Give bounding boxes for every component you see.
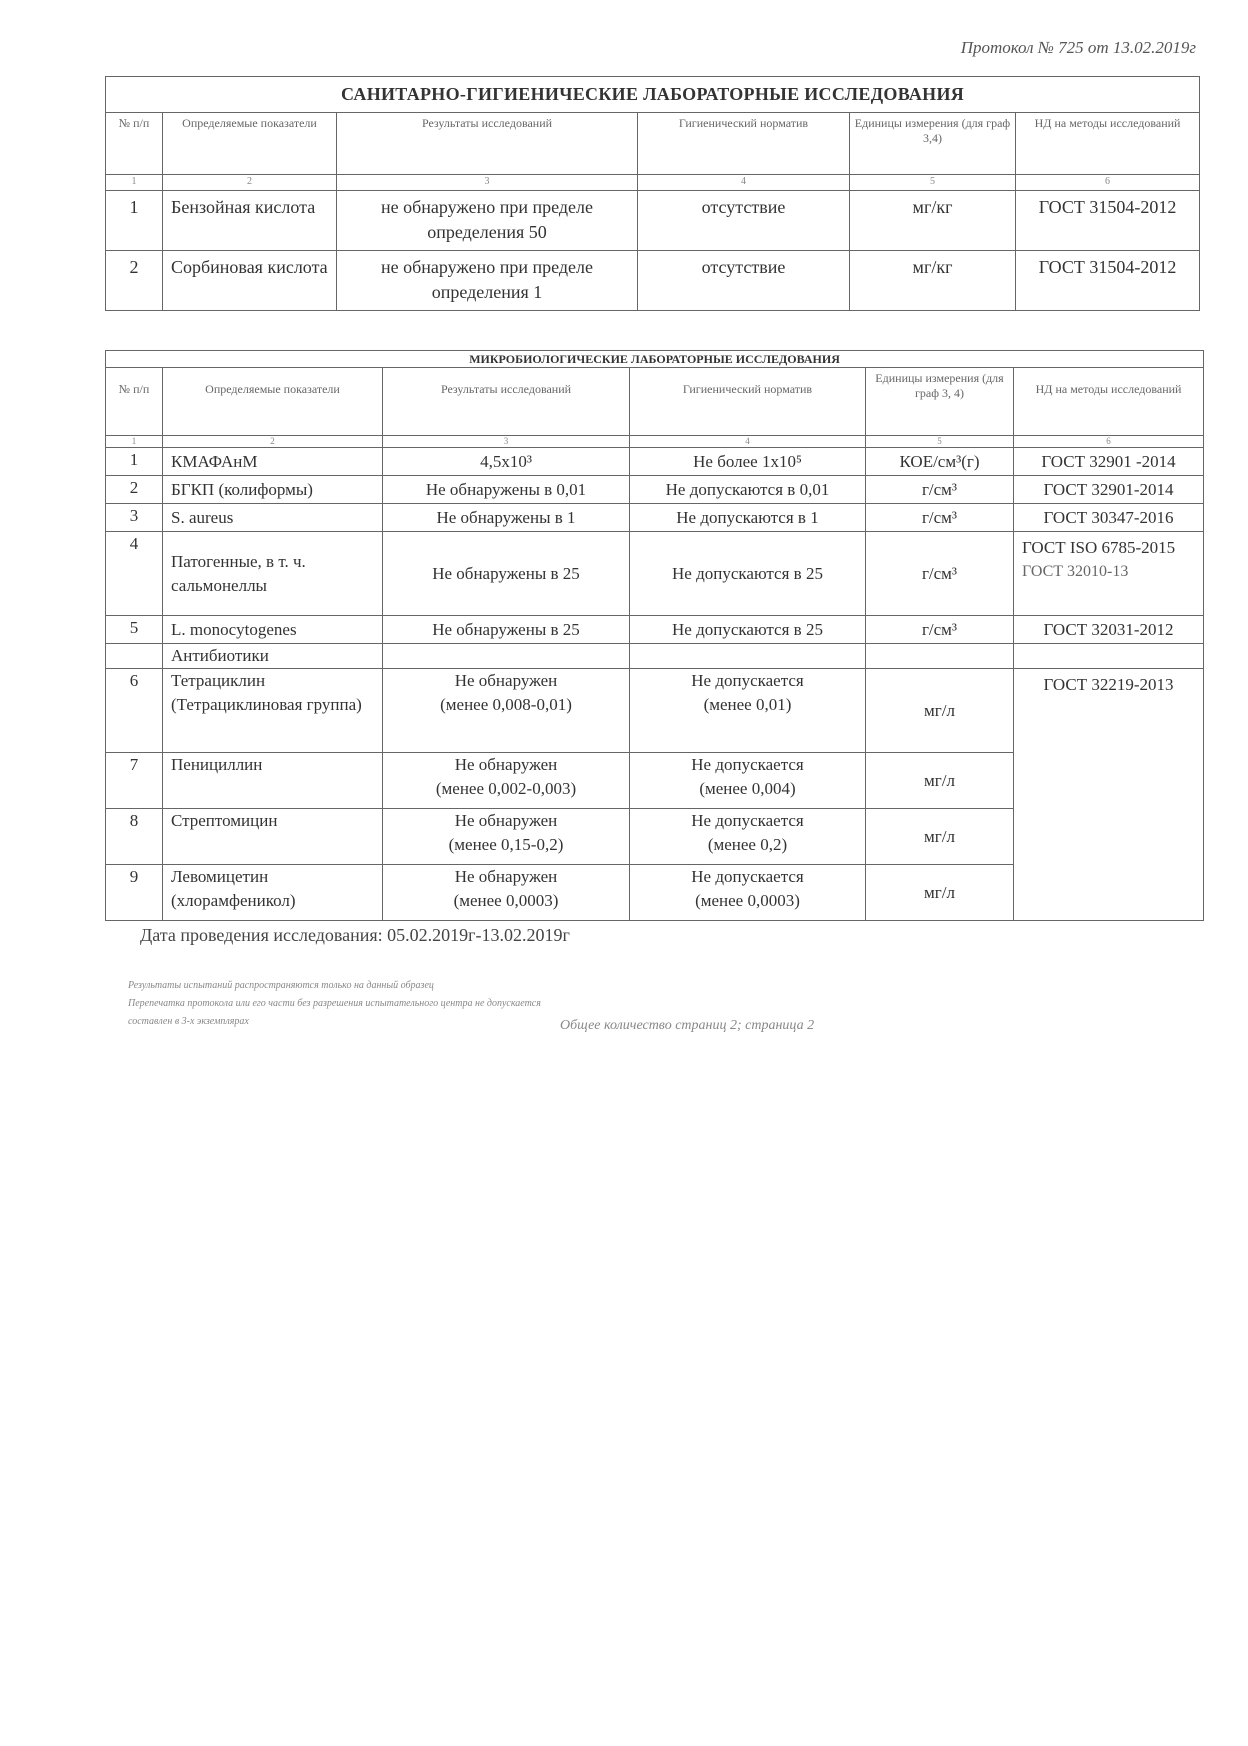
row-number: 7 xyxy=(106,753,163,809)
indicator: Бензойная кислота xyxy=(163,191,337,251)
header-unit: Единицы измерения (для граф 3,4) xyxy=(850,113,1016,175)
result-text: Не обнаружен xyxy=(454,671,558,690)
micro-table xyxy=(105,350,1204,921)
table-row xyxy=(106,251,1200,311)
result xyxy=(383,809,630,865)
table-row xyxy=(106,504,1204,532)
method-secondary: ГОСТ 32010-13 xyxy=(1022,563,1129,580)
empty-cell xyxy=(1014,644,1204,669)
header-number: № п/п xyxy=(106,113,163,175)
row-number: 6 xyxy=(106,669,163,753)
method: ГОСТ 32031-2012 xyxy=(1014,616,1204,644)
table-row xyxy=(106,448,1204,476)
col-number: 5 xyxy=(866,436,1014,448)
empty-cell xyxy=(383,644,630,669)
table-row xyxy=(106,532,1204,616)
header-indicator: Определяемые показатели xyxy=(163,368,383,436)
footer-note-2: Перепечатка протокола или его части без разрешения испытательного центра не допускается xyxy=(128,998,541,1009)
method: ГОСТ 32901-2014 xyxy=(1014,476,1204,504)
unit: мг/л xyxy=(866,669,1014,753)
table-row xyxy=(106,669,1204,753)
col-number: 1 xyxy=(106,436,163,448)
indicator: Тетрациклин (Тетрациклиновая группа) xyxy=(163,669,383,753)
norm-limit: (менее 0,01) xyxy=(703,695,792,714)
result: Не обнаружены в 25 xyxy=(383,616,630,644)
indicator: Пенициллин xyxy=(163,753,383,809)
result-limit: (менее 0,0003) xyxy=(453,891,559,910)
table-row xyxy=(106,644,1204,669)
indicator: Сорбиновая кислота xyxy=(163,251,337,311)
norm: Не допускаются в 1 xyxy=(630,504,866,532)
row-number: 8 xyxy=(106,809,163,865)
header-unit: Единицы измерения (для граф 3, 4) xyxy=(866,368,1014,436)
result-text: Не обнаружен xyxy=(454,755,558,774)
norm-limit: (менее 0,004) xyxy=(699,779,796,798)
unit: мг/л xyxy=(866,865,1014,921)
sanitary-table xyxy=(105,76,1200,311)
indicator: Стрептомицин xyxy=(163,809,383,865)
norm: отсутствие xyxy=(638,191,850,251)
header-number: № п/п xyxy=(106,368,163,436)
norm-limit: (менее 0,2) xyxy=(707,835,788,854)
row-number: 4 xyxy=(106,532,163,616)
norm xyxy=(630,753,866,809)
norm-text: Не допускается xyxy=(691,755,804,774)
unit: г/см³ xyxy=(866,504,1014,532)
result: Не обнаружены в 25 xyxy=(383,532,630,616)
col-number: 6 xyxy=(1016,175,1200,191)
indicator: L. monocytogenes xyxy=(163,616,383,644)
indicator: БГКП (колиформы) xyxy=(163,476,383,504)
result-text: Не обнаружен xyxy=(454,811,558,830)
norm-text: Не допускается xyxy=(691,811,804,830)
header-norm: Гигиенический норматив xyxy=(638,113,850,175)
indicator: Левомицетин (хлорамфеникол) xyxy=(163,865,383,921)
protocol-number: Протокол № 725 от 13.02.2019г xyxy=(960,38,1196,57)
indicator: КМАФАнМ xyxy=(163,448,383,476)
header-method: НД на методы исследований xyxy=(1016,113,1200,175)
header-indicator: Определяемые показатели xyxy=(163,113,337,175)
method xyxy=(1014,532,1204,616)
col-number: 2 xyxy=(163,175,337,191)
table-row xyxy=(106,191,1200,251)
norm: Не более 1х10⁵ xyxy=(630,448,866,476)
result-text: Не обнаружен xyxy=(454,867,558,886)
norm xyxy=(630,809,866,865)
result xyxy=(383,865,630,921)
result: Не обнаружены в 1 xyxy=(383,504,630,532)
empty-cell xyxy=(106,644,163,669)
table-row xyxy=(106,476,1204,504)
col-number: 3 xyxy=(383,436,630,448)
row-number: 5 xyxy=(106,616,163,644)
row-number: 1 xyxy=(106,191,163,251)
result: не обнаружено при пределе определения 50 xyxy=(337,191,638,251)
row-number: 2 xyxy=(106,476,163,504)
result: Не обнаружены в 0,01 xyxy=(383,476,630,504)
norm-text: Не допускается xyxy=(691,867,804,886)
header-method: НД на методы исследований xyxy=(1014,368,1204,436)
indicator: Патогенные, в т. ч. сальмонеллы xyxy=(163,532,383,616)
norm: Не допускаются в 25 xyxy=(630,532,866,616)
footer-note-1: Результаты испытаний распространяются только на данный образец xyxy=(128,980,434,991)
col-number: 3 xyxy=(337,175,638,191)
norm: Не допускаются в 25 xyxy=(630,616,866,644)
micro-title: МИКРОБИОЛОГИЧЕСКИЕ ЛАБОРАТОРНЫЕ ИССЛЕДОВАНИЯ xyxy=(106,351,1204,368)
method: ГОСТ 31504-2012 xyxy=(1016,191,1200,251)
page-count: Общее количество страниц 2; страница 2 xyxy=(560,1018,815,1033)
unit: г/см³ xyxy=(866,476,1014,504)
result: 4,5х10³ xyxy=(383,448,630,476)
result-limit: (менее 0,15-0,2) xyxy=(448,835,564,854)
col-number: 2 xyxy=(163,436,383,448)
unit: мг/л xyxy=(866,809,1014,865)
unit: КОЕ/см³(г) xyxy=(866,448,1014,476)
header-result: Результаты исследований xyxy=(337,113,638,175)
result xyxy=(383,753,630,809)
method-primary: ГОСТ ISO 6785-2015 xyxy=(1022,538,1176,557)
unit: г/см³ xyxy=(866,616,1014,644)
result: не обнаружено при пределе определения 1 xyxy=(337,251,638,311)
method: ГОСТ 30347-2016 xyxy=(1014,504,1204,532)
row-number: 3 xyxy=(106,504,163,532)
table-row xyxy=(106,616,1204,644)
antibiotics-label: Антибиотики xyxy=(163,644,383,669)
header-norm: Гигиенический норматив xyxy=(630,368,866,436)
unit: г/см³ xyxy=(866,532,1014,616)
unit: мг/кг xyxy=(850,191,1016,251)
norm-limit: (менее 0,0003) xyxy=(695,891,800,910)
row-number: 1 xyxy=(106,448,163,476)
norm: Не допускаются в 0,01 xyxy=(630,476,866,504)
unit: мг/л xyxy=(866,753,1014,809)
header-result: Результаты исследований xyxy=(383,368,630,436)
norm xyxy=(630,669,866,753)
col-number: 5 xyxy=(850,175,1016,191)
unit: мг/кг xyxy=(850,251,1016,311)
indicator: S. aureus xyxy=(163,504,383,532)
row-number: 9 xyxy=(106,865,163,921)
method: ГОСТ 32901 -2014 xyxy=(1014,448,1204,476)
footer-note-3: составлен в 3-х экземплярах xyxy=(128,1016,249,1027)
result-limit: (менее 0,008-0,01) xyxy=(440,695,572,714)
col-number: 4 xyxy=(638,175,850,191)
col-number: 1 xyxy=(106,175,163,191)
norm-text: Не допускается xyxy=(691,671,804,690)
result xyxy=(383,669,630,753)
result-limit: (менее 0,002-0,003) xyxy=(435,779,577,798)
empty-cell xyxy=(630,644,866,669)
method: ГОСТ 31504-2012 xyxy=(1016,251,1200,311)
row-number: 2 xyxy=(106,251,163,311)
method: ГОСТ 32219-2013 xyxy=(1014,669,1204,921)
norm xyxy=(630,865,866,921)
sanitary-title: САНИТАРНО-ГИГИЕНИЧЕСКИЕ ЛАБОРАТОРНЫЕ ИССЛЕДОВАНИЯ xyxy=(106,77,1200,113)
norm: отсутствие xyxy=(638,251,850,311)
study-dates: Дата проведения исследования: 05.02.2019г-13.02.2019г xyxy=(140,925,570,945)
empty-cell xyxy=(866,644,1014,669)
col-number: 6 xyxy=(1014,436,1204,448)
col-number: 4 xyxy=(630,436,866,448)
